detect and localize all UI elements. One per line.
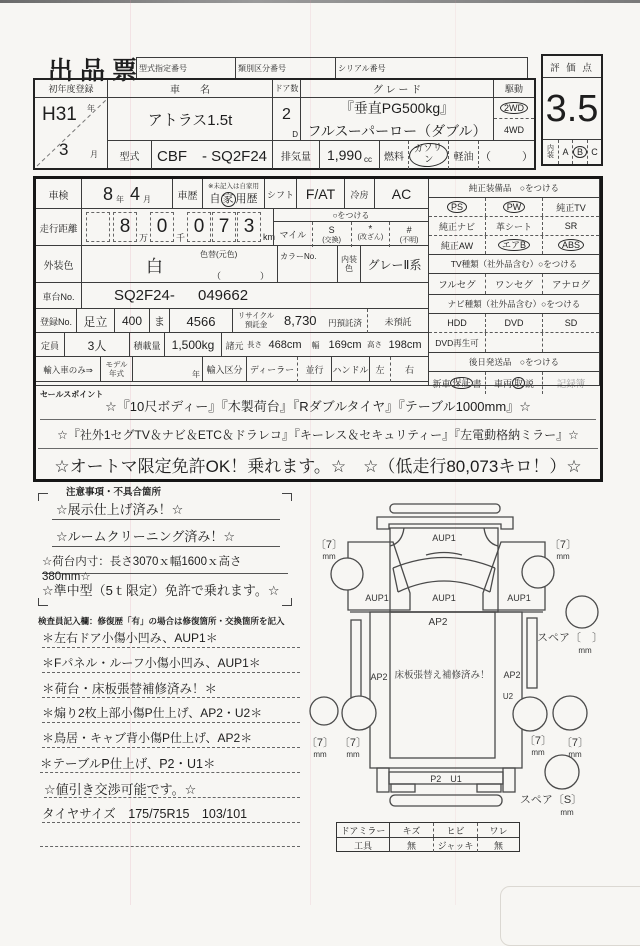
dims-label: 諸元 [225, 340, 244, 351]
import-dealer: ディーラー [249, 365, 295, 375]
right-side-board [527, 618, 537, 688]
navi-hdd: HDD [447, 318, 467, 328]
fuel-paren-right: ） [522, 151, 533, 163]
chassis-value-1: SQ2F24- [114, 287, 175, 304]
grade-line1: 『垂直PG500kg』 [339, 99, 455, 116]
rear-left-depth-2: 〔7〕 [338, 737, 368, 749]
regno-kana: ま [150, 309, 170, 333]
inspector-item-5: ＊鳥居・キャブ背小傷P仕上げ、AP2＊ [42, 729, 300, 748]
model-code-label: 型式 [108, 141, 152, 169]
note-item-1: ☆展示仕上げ済み！☆ [52, 499, 280, 520]
navi-empty-1 [485, 333, 542, 352]
doors-unit: D [292, 130, 298, 139]
displacement-value: 1,990 cc [320, 141, 380, 169]
sales-line-1: ☆『10尺ボディー』『木製荷台』『Rダブルタイヤ』『テーブル1000mm』☆ [105, 398, 531, 414]
truck-damage-diagram [305, 490, 640, 865]
rear-left-depth-1-unit: mm [313, 750, 327, 759]
first-reg-month-unit: 月 [90, 150, 98, 159]
shaken-label: 車検 [36, 179, 82, 209]
serial-no-label: シリアル番号 [338, 64, 386, 73]
later-record-book: 記録簿 [542, 372, 599, 394]
later-ship-title: 後日発送品 ○をつける [429, 353, 599, 372]
mileage-digit-0 [86, 212, 110, 242]
mileage-digit-5: 3 [237, 212, 261, 242]
front-left-depth: 〔7〕 [314, 539, 344, 551]
rear-bracket-left [377, 768, 389, 792]
rear-left-wheel-2 [342, 696, 376, 730]
length-value: 468cm [268, 339, 302, 351]
flag-mile: マイル [279, 230, 307, 240]
front-right-wheel [522, 556, 554, 588]
grade-header: グ レ ー ド [301, 80, 494, 98]
shift-value: F/AT [297, 179, 345, 209]
roof-end-left [393, 568, 398, 592]
capacity-value: 3人 [65, 333, 130, 357]
rear-left-depth-2-unit: mm [346, 750, 360, 759]
serial-no-box [336, 57, 528, 80]
equip-aw: 純正AW [440, 240, 474, 251]
right-board-grade: AP2 [503, 670, 521, 680]
regno-number: 4566 [170, 309, 233, 333]
front-bumper-top [390, 504, 500, 513]
tv-analog: アナログ [542, 274, 599, 294]
mirror-label: ドアミラー [337, 823, 390, 837]
sales-points-block [36, 385, 600, 479]
regno-class: 400 [115, 309, 150, 333]
bed-inner [390, 612, 495, 758]
inspector-label: 検査員記入欄：修復歴「有」の場合は修復箇所・交換箇所を記入 [38, 616, 285, 626]
spare-tire-top [566, 596, 598, 628]
tv-oneseg: ワンセグ [485, 274, 542, 294]
sales-points-label: セールスポイント [40, 390, 104, 399]
regno-row [36, 309, 428, 333]
sales-line-2: ☆『社外1セグTV＆ナビ＆ETC＆ドラレコ』『キーレス＆セキュリティー』『左電動格納ミラー』☆ [57, 427, 579, 442]
import-label: 輸入車のみ⇒ [43, 364, 93, 375]
color-row [36, 246, 428, 283]
rear-right-depth-1-unit: mm [531, 748, 545, 757]
doors-value: 2 [282, 106, 291, 123]
inspector-item-7: ☆値引き交渉可能です。☆ [44, 779, 300, 798]
left-board-grade: AP2 [370, 672, 388, 682]
mileage-flags [273, 209, 428, 246]
recolor-paren-l: （ [212, 271, 222, 281]
inspector-item-8: タイヤサイズ 175/75R15 103/101 [42, 804, 300, 823]
inspector-item-3: ＊荷台・床板張替補修済み！＊ [42, 679, 300, 698]
mileage-row [36, 209, 428, 246]
int-color-value: グレーⅡ系 [367, 258, 422, 272]
page-title: 出品票 [48, 57, 145, 85]
flag-unknown: # (不明) [389, 222, 428, 247]
fuel-diesel-cell: 軽油 [448, 141, 478, 169]
recycle-unpaid: 未預託 [367, 309, 428, 333]
rear-step-right [477, 784, 501, 792]
front-right-depth: 〔7〕 [548, 539, 578, 551]
doors-header: ドア数 [273, 80, 301, 98]
recycle-amount: 8,730 [284, 313, 317, 328]
unit-km: km [263, 232, 275, 242]
score-label: 評 価 点 [543, 56, 601, 78]
roof-arc-bottom [398, 581, 490, 592]
chassis-label: 車台No. [36, 283, 82, 309]
later-warranty: 新車 保証 書 [432, 377, 482, 389]
first-reg-year-unit: 年 [87, 104, 95, 113]
first-reg-header: 初年度登録 [35, 80, 108, 98]
equip-airbag: エアB [485, 236, 542, 254]
fuel-label: 燃料 [384, 151, 404, 163]
model-designation-no-label: 型式指定番号 [139, 64, 187, 73]
evaluation-score-box [541, 54, 603, 166]
rear-right-wheel-2 [553, 696, 587, 730]
equip-ps: PS [429, 198, 485, 216]
navi-sd: SD [542, 314, 599, 332]
interior-grade-b: B [572, 140, 587, 164]
shift-label: シフト [265, 179, 297, 209]
model-year-unit: 年 [192, 370, 200, 379]
width-label: 幅 [311, 340, 320, 350]
unit-sen: 千 [176, 233, 186, 243]
cooling-label: 冷房 [345, 179, 375, 209]
equip-sr: SR [542, 217, 599, 235]
equipment-title: 純正装備品 ○をつける [429, 179, 599, 198]
fuel-other-cell [478, 141, 534, 169]
spare-bottom-unit: mm [560, 808, 574, 817]
chassis-value-2: 049662 [198, 287, 249, 304]
model-year-cell [133, 357, 203, 382]
later-manual: 車両 取 説 [485, 372, 542, 394]
equip-pw: PW [485, 198, 542, 216]
class-division-no-box [236, 57, 336, 80]
model-year-label: モデル 年式 [100, 357, 133, 382]
model-row [108, 140, 534, 168]
rear-step-left [391, 784, 415, 792]
tool-label: 工具 [337, 838, 390, 852]
left-door-grade: AUP1 [365, 593, 389, 603]
note-item-3: ☆荷台内寸：長さ3070ｘ幅1600ｘ高さ380mm☆ [42, 553, 288, 574]
drive-header: 駆動 [494, 80, 534, 98]
interior-grade-a: A [558, 140, 572, 164]
handle-left: 左 [375, 365, 385, 375]
tv-type-title: TV種類（社外品含む）○をつける [429, 255, 599, 274]
bracket-tl [38, 493, 48, 501]
load-value: 1,500kg [165, 333, 222, 357]
jack-label: ジャッキ [434, 838, 478, 852]
right-door-grade: AUP1 [507, 593, 531, 603]
navi-dvd-playable: DVD再生可 [435, 337, 479, 348]
recycle-label: リサイクル 預託金 [237, 311, 275, 329]
cab-back-grade: AP2 [428, 617, 448, 628]
recycle-paid: 円預託済 [328, 318, 363, 328]
first-reg-cell [35, 98, 108, 168]
front-left-wheel [331, 558, 363, 590]
mirror-hibi: ヒビ [434, 823, 478, 837]
scan-top-edge [0, 0, 640, 3]
rear-right-depth-2: 〔7〕 [560, 737, 590, 749]
windshield-corner-left [390, 528, 404, 546]
shaken-value: 8 年 4 月 [82, 179, 173, 209]
capacity-label: 定員 [36, 333, 65, 357]
color-no-label: カラーNo. [280, 252, 317, 261]
circle-note: ○をつける [274, 209, 428, 222]
jack-none: 無 [493, 840, 503, 851]
handle-label: ハンドル [332, 357, 370, 382]
mirror-tool-table [336, 822, 520, 852]
car-name-header: 車 名 [108, 80, 273, 98]
bracket-tr [282, 493, 292, 501]
doors-cell [273, 98, 301, 140]
fuel-gasoline-cell: ガソリン [408, 141, 448, 169]
interior-grade-c: C [587, 140, 601, 164]
equip-navi: 純正ナビ [438, 221, 475, 232]
fuel-paren-left: （ [480, 151, 491, 163]
navi-type-title: ナビ種類（社外品含む）○をつける [429, 295, 599, 314]
regno-label: 登録No. [36, 309, 77, 333]
windshield-corner-right [484, 528, 498, 546]
u2-grade: U2 [502, 692, 514, 701]
history-note: ※未記入は自家用 [208, 183, 259, 191]
ext-color-cell [82, 246, 278, 283]
sales-sep-1 [40, 419, 596, 420]
history-value: 自 家 用歴 [209, 193, 258, 206]
rear-right-depth-1: 〔7〕 [523, 735, 553, 747]
drive-2wd-cell: 2WD [494, 98, 534, 119]
navi-empty-2 [542, 333, 599, 352]
length-label: 長さ [247, 339, 262, 349]
mileage-digit-4: 7 [212, 212, 236, 242]
color-no-cell [278, 246, 338, 283]
cooling-value: AC [391, 186, 412, 202]
unit-man: 万 [139, 233, 149, 243]
rear-bracket-right [503, 768, 515, 792]
tv-fullseg: フルセグ [438, 280, 476, 291]
main-detail-block [33, 176, 603, 482]
model-code-value: CBF - SQ2F24 [152, 141, 273, 169]
header-number-boxes [136, 57, 528, 80]
car-name-value: アトラス1.5t [108, 98, 273, 140]
drive-4wd-cell: 4WD [504, 124, 524, 135]
sales-sep-2 [38, 448, 598, 449]
front-bumper [377, 517, 513, 529]
history-label: 車歴 [173, 179, 203, 209]
int-color-label: 内装 色 [338, 246, 361, 283]
mirror-ware: ワレ [489, 825, 508, 836]
rear-right-wheel-1 [513, 697, 547, 731]
rear-grade: P2 U1 [430, 774, 462, 784]
equip-abs: ABS [542, 236, 599, 254]
ext-color-value: 白 [146, 257, 163, 276]
flag-s-exchange: S (交換) [312, 222, 351, 247]
rear-left-depth-1: 〔7〕 [305, 737, 335, 749]
bed-outer [370, 612, 522, 768]
windshield-grade: AUP1 [432, 533, 456, 543]
mileage-digit-2: 0 [150, 212, 174, 242]
mirror-kizu: キズ [390, 823, 434, 837]
bed-repair-note: 床板張替え補修済み！ [394, 670, 490, 681]
interior-grade-row [543, 139, 601, 164]
rear-left-wheel-1 [310, 697, 338, 725]
equipment-column [428, 179, 600, 390]
displacement-unit: cc [364, 154, 373, 164]
spare-top-label: スペア〔 〕 [537, 632, 603, 644]
spare-bottom-label: スペア〔S〕 [519, 794, 583, 806]
sales-line-3: ☆オートマ限定免許OK！乗れます。☆ ☆（低走行80,073キロ！）☆ [54, 457, 582, 476]
ext-color-label: 外装色 [36, 246, 82, 283]
note-item-2: ☆ルームクリーニング済み！☆ [52, 526, 280, 547]
height-value: 198cm [388, 339, 422, 351]
score-value: 3.5 [545, 87, 599, 130]
inspection-row [36, 179, 428, 209]
spare-tire-bottom [545, 755, 579, 789]
scan-artifact-box [500, 886, 640, 946]
mileage-label: 走行距離 [36, 209, 82, 246]
height-label: 高さ [367, 339, 382, 349]
equip-tv: 純正TV [542, 198, 599, 216]
flag-tampered: * (改ざん) [351, 222, 390, 247]
recolor-label: 色替(元色) [200, 250, 238, 259]
capacity-row [36, 333, 428, 357]
notes-bracket-group [38, 493, 292, 606]
inspector-item-1: ＊左右ドア小傷小凹み、AUP1＊ [42, 629, 300, 648]
import-row [36, 357, 428, 382]
grade-line2: フルスーパーロー（ダブル） [307, 122, 487, 139]
navi-dvd: DVD [485, 314, 542, 332]
model-designation-no-box [136, 57, 236, 80]
load-label: 積載量 [130, 333, 165, 357]
front-left-depth-unit: mm [322, 552, 336, 561]
grade-cell [301, 98, 494, 140]
history-cell [203, 179, 265, 209]
inspector-item-6: ＊テーブルP仕上げ、P2・U1＊ [40, 754, 300, 773]
equip-leather: 革シート [485, 217, 542, 235]
mileage-digit-1: 8 [113, 212, 137, 242]
mileage-digits [82, 209, 273, 246]
vehicle-summary-table [33, 78, 536, 170]
inspector-blank-line [40, 828, 300, 847]
regno-area: 足立 [77, 309, 115, 333]
first-reg-year: H31 [42, 104, 77, 125]
rear-bumper [390, 795, 502, 806]
width-value: 169cm [328, 339, 362, 351]
displacement-label: 排気量 [273, 141, 320, 169]
notes-label: 注意事項・不具合箇所 [66, 487, 162, 498]
roof-arc-center [426, 553, 462, 556]
import-class-label: 輸入区分 [203, 357, 247, 382]
handle-right: 右 [390, 357, 428, 382]
mileage-digit-3: 0 [187, 212, 211, 242]
class-division-no-label: 類別区分番号 [238, 64, 286, 73]
inspector-item-2: ＊Fパネル・ルーフ小傷小凹み、AUP1＊ [42, 654, 300, 673]
front-right-depth-unit: mm [556, 552, 570, 561]
rear-right-depth-2-unit: mm [568, 750, 582, 759]
interior-label: 内 装 [547, 145, 554, 159]
inspector-item-4: ＊煽り2枚上部小傷P仕上げ、AP2・U2＊ [42, 704, 300, 723]
note-item-4: ☆準中型（5ｔ限定）免許で乗れます。☆ [42, 583, 280, 598]
roof-arc-top [393, 558, 495, 569]
spare-top-unit: mm [578, 646, 592, 655]
roof-grade: AUP1 [432, 593, 456, 603]
import-parallel: 並行 [297, 357, 332, 382]
first-reg-month: 3 [59, 140, 69, 159]
chassis-row [36, 283, 428, 309]
recolor-paren-r: ） [260, 271, 270, 281]
tool-none: 無 [390, 838, 434, 852]
